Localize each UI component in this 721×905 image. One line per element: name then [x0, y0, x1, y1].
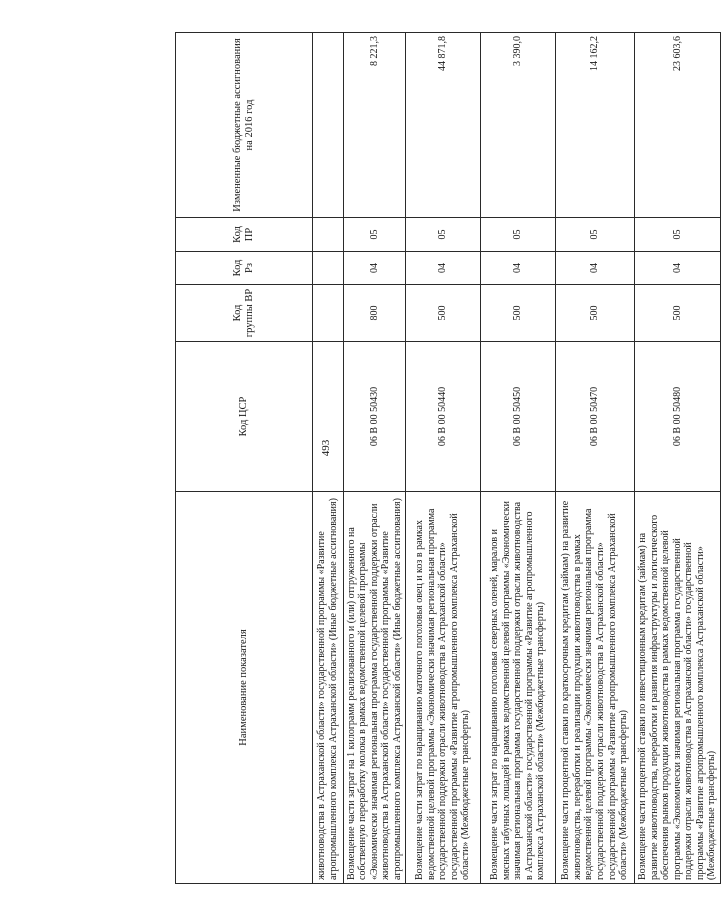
- table-row: [635, 33, 721, 884]
- table-row: [344, 33, 406, 884]
- page-number: 493: [320, 439, 332, 457]
- table-row: [556, 33, 635, 884]
- header-name: Наименование показателя: [176, 492, 313, 884]
- row-amount: 8 221,3: [344, 33, 406, 218]
- budget-allocation-table: [175, 32, 721, 884]
- row-name: животноводства в Астраханской области» государственной программы «Развитие агропромышленного комплекса Астраханской области» (Иные бюджетные ассигнования): [313, 492, 344, 884]
- header-amount: Измененные бюджетные ассигнования на 2016 год: [176, 33, 313, 218]
- row-vr-code: 500: [635, 285, 721, 342]
- row-pr-code: 05: [635, 218, 721, 252]
- row-csr-code: 06 В 00 50450: [481, 342, 556, 492]
- table-row: [481, 33, 556, 884]
- header-row: [176, 33, 313, 884]
- row-name: Возмещение части процентной ставки по инвестиционным кредитам (займам) на развитие животноводства, переработки и развития инфраструктуры и логистического обеспечения рынков продукции животноводства в рамках ведомственной целевой программы «Экономически значимая региональная программа государственной поддержки отрасли животноводства в Астраханской области» государственной программы «Развитие агропромышленного комплекса Астраханской области» (Межбюджетные трансферты): [635, 492, 721, 884]
- row-name: Возмещение части затрат по наращиванию маточного поголовья овец и коз в рамках ведомственной целевой программы «Экономически значимая региональная программа государственной поддержки отрасли животноводства в Астраханской области» государственной программы «Развитие агропромышленного комплекса Астраханской области» (Межбюджетные трансферты): [406, 492, 481, 884]
- row-csr-code: 06 В 00 50440: [406, 342, 481, 492]
- row-csr-code: 06 В 00 50480: [635, 342, 721, 492]
- row-vr-code: 800: [344, 285, 406, 342]
- row-pr-code: 05: [556, 218, 635, 252]
- row-amount: 3 390,0: [481, 33, 556, 218]
- row-name: Возмещение части затрат на 1 килограмм реализованного и (или) отгруженного на собственную переработку молока в рамках ведомственной целевой программы «Экономически значимая региональная программа государственной поддержки отрасли животноводства в Астраханской области» государственной программы «Развитие агропромышленного комплекса Астраханской области» (Иные бюджетные ассигнования): [344, 492, 406, 884]
- row-amount: 23 603,6: [635, 33, 721, 218]
- row-vr-code: 500: [556, 285, 635, 342]
- table-row: [406, 33, 481, 884]
- row-rz-code: 04: [406, 252, 481, 285]
- row-rz-code: 04: [481, 252, 556, 285]
- row-amount: 44 871,8: [406, 33, 481, 218]
- row-pr-code: 05: [406, 218, 481, 252]
- table-frame: [175, 33, 718, 884]
- row-pr-code: [313, 218, 344, 252]
- row-amount: 14 162,2: [556, 33, 635, 218]
- row-amount: [313, 33, 344, 218]
- header-csr-code: Код ЦСР: [176, 342, 313, 492]
- row-vr-code: 500: [406, 285, 481, 342]
- row-name: Возмещение части затрат по наращиванию поголовья северных оленей, маралов и мясных табунных лошадей в рамках ведомственной целевой программы «Экономически значимая региональная программа государственной поддержки отрасли животноводства в Астраханской области» государственной программы «Развитие агропромышленного комплекса Астраханской области» (Межбюджетные трансферты): [481, 492, 556, 884]
- row-rz-code: 04: [556, 252, 635, 285]
- row-vr-code: 500: [481, 285, 556, 342]
- rotated-table-container: [175, 33, 718, 884]
- row-csr-code: 06 В 00 50470: [556, 342, 635, 492]
- table-row-continuation: [313, 33, 344, 884]
- row-pr-code: 05: [344, 218, 406, 252]
- row-rz-code: 04: [635, 252, 721, 285]
- row-rz-code: 04: [344, 252, 406, 285]
- row-pr-code: 05: [481, 218, 556, 252]
- header-pr-code: Код ПР: [176, 218, 313, 252]
- header-rz-code: Код Рз: [176, 252, 313, 285]
- row-csr-code: [313, 342, 344, 492]
- row-name: Возмещение части процентной ставки по краткосрочным кредитам (займам) на развитие животноводства, переработки и реализации продукции животноводства в рамках ведомственной целевой программы «Экономически значимая региональная программа государственной поддержки отрасли животноводства в Астраханской области» государственной программы «Развитие агропромышленного комплекса Астраханской области» (Межбюджетные трансферты): [556, 492, 635, 884]
- row-vr-code: [313, 285, 344, 342]
- row-rz-code: [313, 252, 344, 285]
- row-csr-code: 06 В 00 50430: [344, 342, 406, 492]
- header-vr-code: Код группы ВР: [176, 285, 313, 342]
